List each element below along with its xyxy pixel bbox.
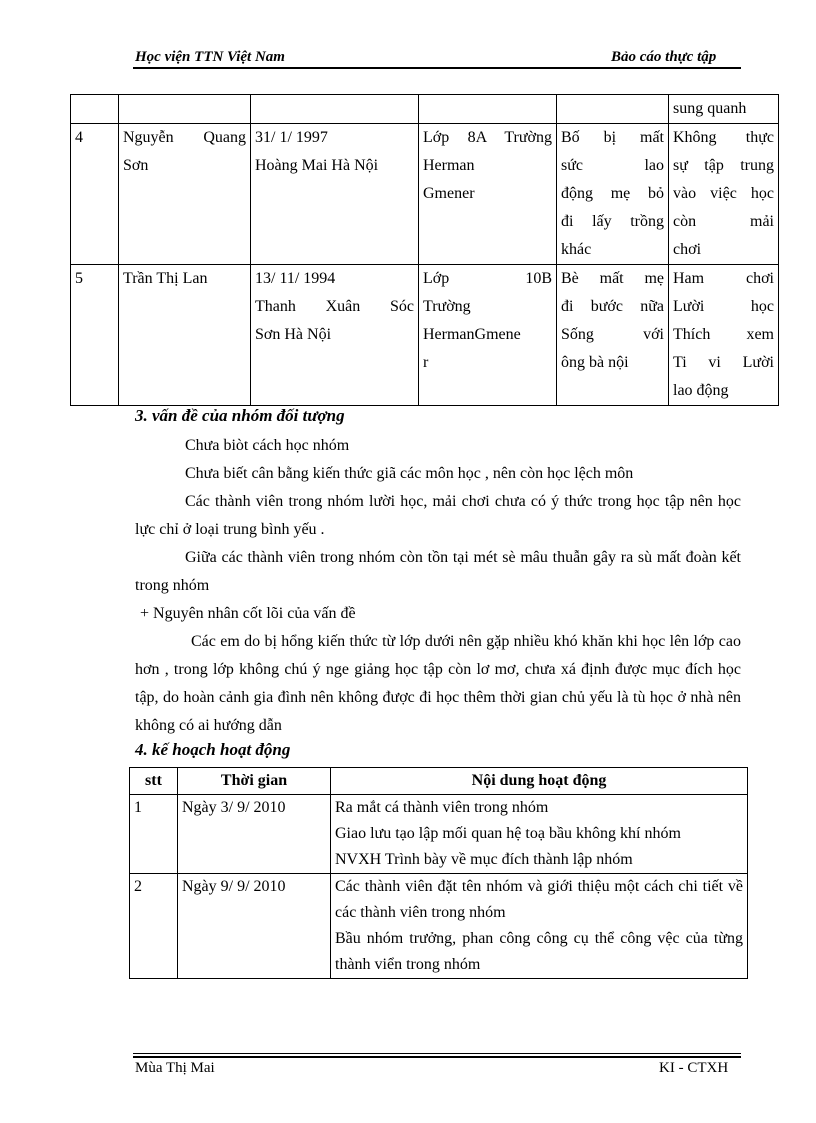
cell-time: Ngày 3/ 9/ 2010 [178,795,331,874]
footer-rule [133,1053,741,1054]
cell-dob [251,95,419,124]
name-line: Sơn [123,157,149,174]
content-line: Ra mắt cá thành viên trong nhóm [335,799,549,816]
paragraph-text: Các thành viên trong nhóm lười học, mải chơi chưa có ý thức trong học tập nên học lực chỉ ở loại trung bình yếu . [135,493,741,538]
notes-line: Lười học [673,298,774,315]
content-line: NVXH Trình bày về mục đích thành lập nhóm [335,851,633,868]
footer-rule [133,1056,741,1058]
family-line: đi lấy trồng [561,213,664,230]
family-line: động mẹ bỏ [561,185,664,202]
cell-content [331,795,748,874]
header-content: Nội dung hoạt động [331,768,748,795]
section3-line: Chưa biòt cách học nhóm [185,437,350,454]
section3-paragraph [135,544,741,600]
notes-line: vào việc học [673,185,774,202]
table-header-row [130,768,748,795]
cell-time: Ngày 9/ 9/ 2010 [178,874,331,979]
table-row [71,95,779,124]
school-line: Trường [423,298,471,315]
notes-line: lao động [673,382,729,399]
school-line: Lớp 8A Trường [423,129,552,146]
name-line: Trần Thị Lan [123,270,208,287]
school-line: Gmener [423,185,475,202]
header-time: Thời gian [178,768,331,795]
cell-notes [669,124,779,265]
section3-paragraph [135,488,741,544]
dob-line: 31/ 1/ 1997 [255,129,328,146]
paragraph-text: Các em do bị hổng kiến thức từ lớp dưới nên gặp nhiều khó khăn khi học lên lớp cao hơn , trong lớp không chú ý nge giảng học tập còn lơ mơ, chưa xá định được mục đích học tập, do hoàn cảnh gia đình nên không được đi học thêm thời gian chủ yếu là tù học ở nhà nên không có ai hướng dẫn [135,633,741,734]
notes-line: còn mải [673,213,774,230]
family-line: Sống với [561,326,664,343]
paragraph-text: Giữa các thành viên trong nhóm còn tồn tại mét sè mâu thuẫn gây ra sù mất đoàn kết trong nhóm [135,549,741,594]
school-line: HermanGmene [423,326,521,343]
family-line: ông bà nội [561,354,629,371]
cell-notes [669,95,779,124]
notes-line: Không thực [673,129,774,146]
notes-line: Ti vi Lười [673,354,774,371]
cell-family [557,124,669,265]
notes-line: Ham chơi [673,270,774,287]
school-line: Lớp 10B [423,270,552,287]
cause-label: + Nguyên nhân cốt lõi của vấn đề [140,605,356,622]
table-row [71,265,779,406]
school-line: Herman [423,157,475,174]
notes-line: sự tập trung [673,157,774,174]
dob-line: Thanh Xuân Sóc [255,298,414,315]
cell-notes [669,265,779,406]
family-line: khác [561,241,592,258]
notes-line: sung quanh [673,100,747,117]
content-line: Giao lưu tạo lập mối quan hệ toạ bầu không khí nhóm [335,825,681,842]
section3-title: 3. vấn đề của nhóm đối tượng [135,406,345,425]
cell-school [419,265,557,406]
dob-line: Hoàng Mai Hà Nội [255,157,379,174]
header-rule [133,67,741,69]
table-row [130,874,748,979]
cell-dob [251,124,419,265]
notes-line: Thích xem [673,326,774,343]
cell-name [119,95,251,124]
table-row [130,795,748,874]
notes-line: chơi [673,241,702,258]
family-line: Bố bị mất [561,129,664,146]
cause-paragraph [135,628,741,740]
students-table [70,94,779,406]
family-line: Bè mất mẹ [561,270,664,287]
cell-stt: 1 [130,795,178,874]
header-right: Bảo cáo thực tập [611,49,717,65]
footer-left: Mùa Thị Mai [135,1060,215,1076]
cell-stt [71,95,119,124]
footer-right: KI - CTXH [659,1060,729,1076]
cell-dob [251,265,419,406]
dob-line: Sơn Hà Nội [255,326,332,343]
cell-stt: 4 [71,124,119,265]
section3-line: Chưa biết cân bằng kiến thức giã các môn học , nên còn học lệch môn [185,465,634,482]
school-line: r [423,354,429,371]
section4-title: 4. kế hoạch hoạt động [135,740,291,759]
family-line: đi bước nữa [561,298,664,315]
name-line: Nguyễn Quang [123,129,246,146]
cell-stt: 5 [71,265,119,406]
header-left: Học viện TTN Việt Nam [135,49,285,65]
cell-content [331,874,748,979]
content-line: Bầu nhóm trưởng, phan công công cụ thể công vệc của từng thành viển trong nhóm [335,930,743,973]
cell-school [419,124,557,265]
plan-table [129,767,748,979]
dob-line: 13/ 11/ 1994 [255,270,336,287]
cell-stt: 2 [130,874,178,979]
cell-family [557,95,669,124]
content-line: Các thành viên đặt tên nhóm và giới thiệu một cách chi tiết về các thành viên trong nhóm [335,878,743,921]
header-stt: stt [130,768,178,795]
cell-school [419,95,557,124]
cell-name [119,124,251,265]
family-line: sức lao [561,157,664,174]
cell-family [557,265,669,406]
cell-name [119,265,251,406]
table-row [71,124,779,265]
